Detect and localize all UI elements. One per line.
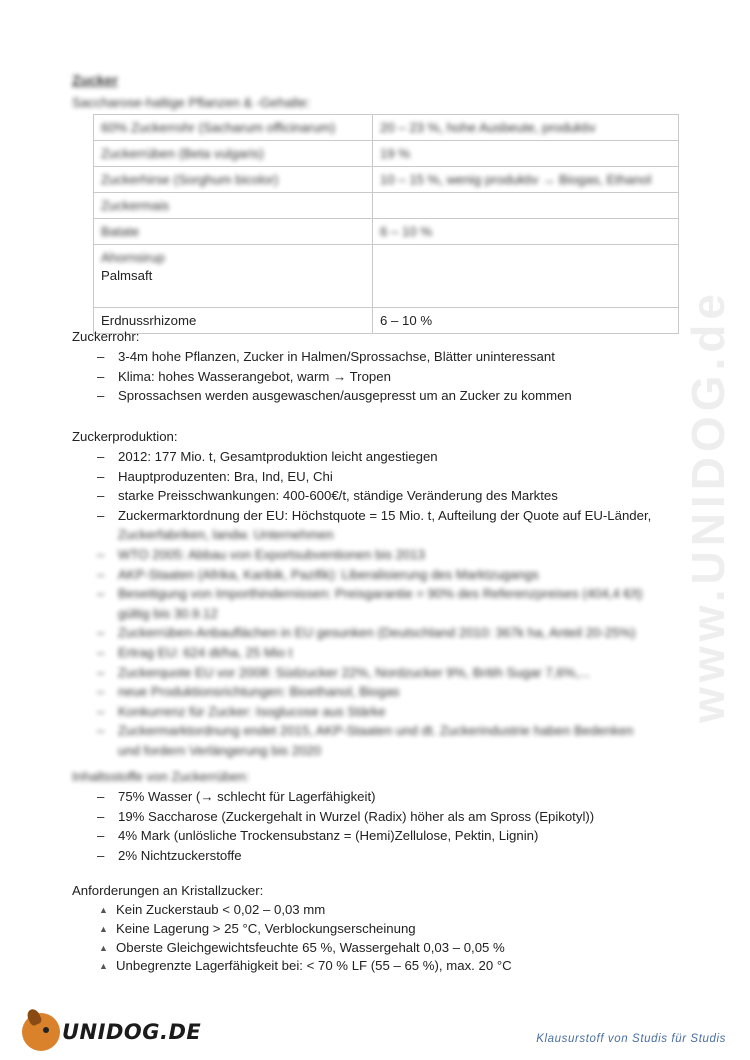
section-heading: Zuckerrohr: bbox=[72, 329, 140, 344]
unidog-logo[interactable] bbox=[22, 1010, 201, 1054]
list-item-text: gültig bis 30.9.12 bbox=[118, 605, 218, 621]
watermark: www.UNIDOG.de bbox=[682, 289, 735, 723]
section-zuckerproduktion bbox=[72, 427, 738, 761]
list-item: – 2012: 177 Mio. t, Gesamtproduktion leicht angestiegen bbox=[72, 447, 738, 467]
bullet-list-blurred bbox=[72, 545, 738, 761]
bullet-list bbox=[72, 901, 736, 976]
list-item-text: – Zuckermarktordnung der EU: Höchstquote = 15 Mio. t, Aufteilung der Quote auf EU-Länder, bbox=[118, 507, 652, 523]
list-item-text: Zuckerfabriken, landw. Unternehmen bbox=[118, 527, 334, 543]
list-item bbox=[72, 721, 738, 760]
list-item: ▲ Oberste Gleichgewichtsfeuchte 65 %, Wassergehalt 0,03 – 0,05 % bbox=[72, 939, 736, 958]
list-item: – Sprossachsen werden ausgewaschen/ausgepresst um an Zucker zu kommen bbox=[72, 386, 738, 406]
list-item: – Klima: hohes Wasserangebot, warm → Tropen bbox=[72, 367, 738, 387]
content-cell: 6 – 10 % bbox=[373, 308, 679, 334]
plant-cell bbox=[94, 245, 373, 308]
list-item: – AKP-Staaten (Afrika, Karibik, Pazifik): Liberalisierung des Marktzugangs bbox=[72, 565, 738, 585]
table-row bbox=[94, 167, 679, 193]
table-row bbox=[94, 193, 679, 219]
section-inhaltsstoffe bbox=[72, 767, 738, 865]
list-item: – Hauptproduzenten: Bra, Ind, EU, Chi bbox=[72, 467, 738, 487]
list-item: – 75% Wasser (→ schlecht für Lagerfähigkeit) bbox=[72, 787, 738, 807]
page-title: Zucker bbox=[72, 72, 118, 88]
plant-line: Palmsaft bbox=[101, 268, 153, 283]
list-item: ▲ Unbegrenzte Lagerfähigkeit bei: < 70 % LF (55 – 65 %), max. 20 °C bbox=[72, 957, 736, 976]
list-item bbox=[72, 584, 738, 623]
section-heading: Zuckerproduktion: bbox=[72, 429, 178, 444]
content-cell: 19 % bbox=[373, 141, 679, 167]
subtitle: Saccharose-haltige Pflanzen & -Gehalte: bbox=[72, 95, 311, 110]
plant-cell: Zuckerhirse (Sorghum bicolor) bbox=[94, 167, 373, 193]
plant-cell: Zuckermais bbox=[94, 193, 373, 219]
content-cell bbox=[373, 245, 679, 308]
list-item: ▲ Keine Lagerung > 25 °C, Verblockungserscheinung bbox=[72, 920, 736, 939]
section-heading: Anforderungen an Kristallzucker: bbox=[72, 883, 264, 898]
plant-cell: 60% Zuckerrohr (Sacharum officinarum) bbox=[94, 115, 373, 141]
table-row bbox=[94, 141, 679, 167]
bullet-list bbox=[72, 347, 738, 406]
plant-line: Ahornsirup bbox=[101, 250, 165, 265]
list-item: – neue Produktionsrichtungen: Bioethanol, Biogas bbox=[72, 682, 738, 702]
footer-slogan: Klausurstoff von Studis für Studis bbox=[536, 1033, 726, 1045]
plant-cell: Erdnussrhizome bbox=[94, 308, 373, 334]
list-item: – Konkurrenz für Zucker: Isoglucose aus Stärke bbox=[72, 702, 738, 722]
logo-text: UNIDOG.DE bbox=[62, 1020, 202, 1044]
list-item: – WTO 2005: Abbau von Exportsubventionen bis 2013 bbox=[72, 545, 738, 565]
bullet-list bbox=[72, 447, 738, 545]
list-item-text: und fordern Verlängerung bis 2020 bbox=[118, 742, 322, 758]
list-item: – 4% Mark (unlösliche Trockensubstanz = (Hemi)Zellulose, Pektin, Lignin) bbox=[72, 826, 738, 846]
content-cell: 10 – 15 %, wenig produktiv → Biogas, Ethanol bbox=[373, 167, 679, 193]
plant-cell: Batate bbox=[94, 219, 373, 245]
list-item: ▲ Kein Zuckerstaub < 0,02 – 0,03 mm bbox=[72, 901, 736, 920]
dog-icon bbox=[22, 1013, 60, 1051]
section-heading: Inhaltsstoffe von Zuckerrüben: bbox=[72, 769, 250, 784]
bullet-list bbox=[72, 787, 738, 865]
content-cell bbox=[373, 193, 679, 219]
list-item-text: – Beseitigung von Importhindernissen: Preisgarantie = 90% des Referenzpreises (404,4 €/t) bbox=[118, 586, 643, 602]
list-item: – 3-4m hohe Pflanzen, Zucker in Halmen/Sprossachse, Blätter uninteressant bbox=[72, 347, 738, 367]
list-item: – starke Preisschwankungen: 400-600€/t, ständige Veränderung des Marktes bbox=[72, 486, 738, 506]
list-item: – Ertrag EU: 624 dt/ha, 25 Mio t bbox=[72, 643, 738, 663]
section-zuckerrohr bbox=[72, 327, 738, 406]
table-row bbox=[94, 219, 679, 245]
list-item: – Zuckerrüben-Anbauflächen in EU gesunken (Deutschland 2010: 367k ha, Anteil 20-25%) bbox=[72, 623, 738, 643]
table-row bbox=[94, 115, 679, 141]
list-item bbox=[72, 506, 738, 545]
plants-table bbox=[93, 114, 679, 334]
list-item: – 2% Nichtzuckerstoffe bbox=[72, 846, 738, 866]
content-cell: 20 – 23 %, hohe Ausbeute, produktiv bbox=[373, 115, 679, 141]
list-item: – Zuckerquote EU vor 2008: Südzucker 22%, Nordzucker 9%, Britih Sugar 7,6%,... bbox=[72, 663, 738, 683]
list-item: – 19% Saccharose (Zuckergehalt in Wurzel (Radix) höher als am Spross (Epikotyl)) bbox=[72, 807, 738, 827]
content-cell: 6 – 10 % bbox=[373, 219, 679, 245]
list-item-text: – Zuckermarktordnung endet 2015, AKP-Staaten und dt. Zuckerindustrie haben Bedenken bbox=[118, 723, 634, 739]
table-row bbox=[94, 245, 679, 308]
plant-cell: Zuckerrüben (Beta vulgaris) bbox=[94, 141, 373, 167]
section-anforderungen bbox=[72, 881, 736, 976]
